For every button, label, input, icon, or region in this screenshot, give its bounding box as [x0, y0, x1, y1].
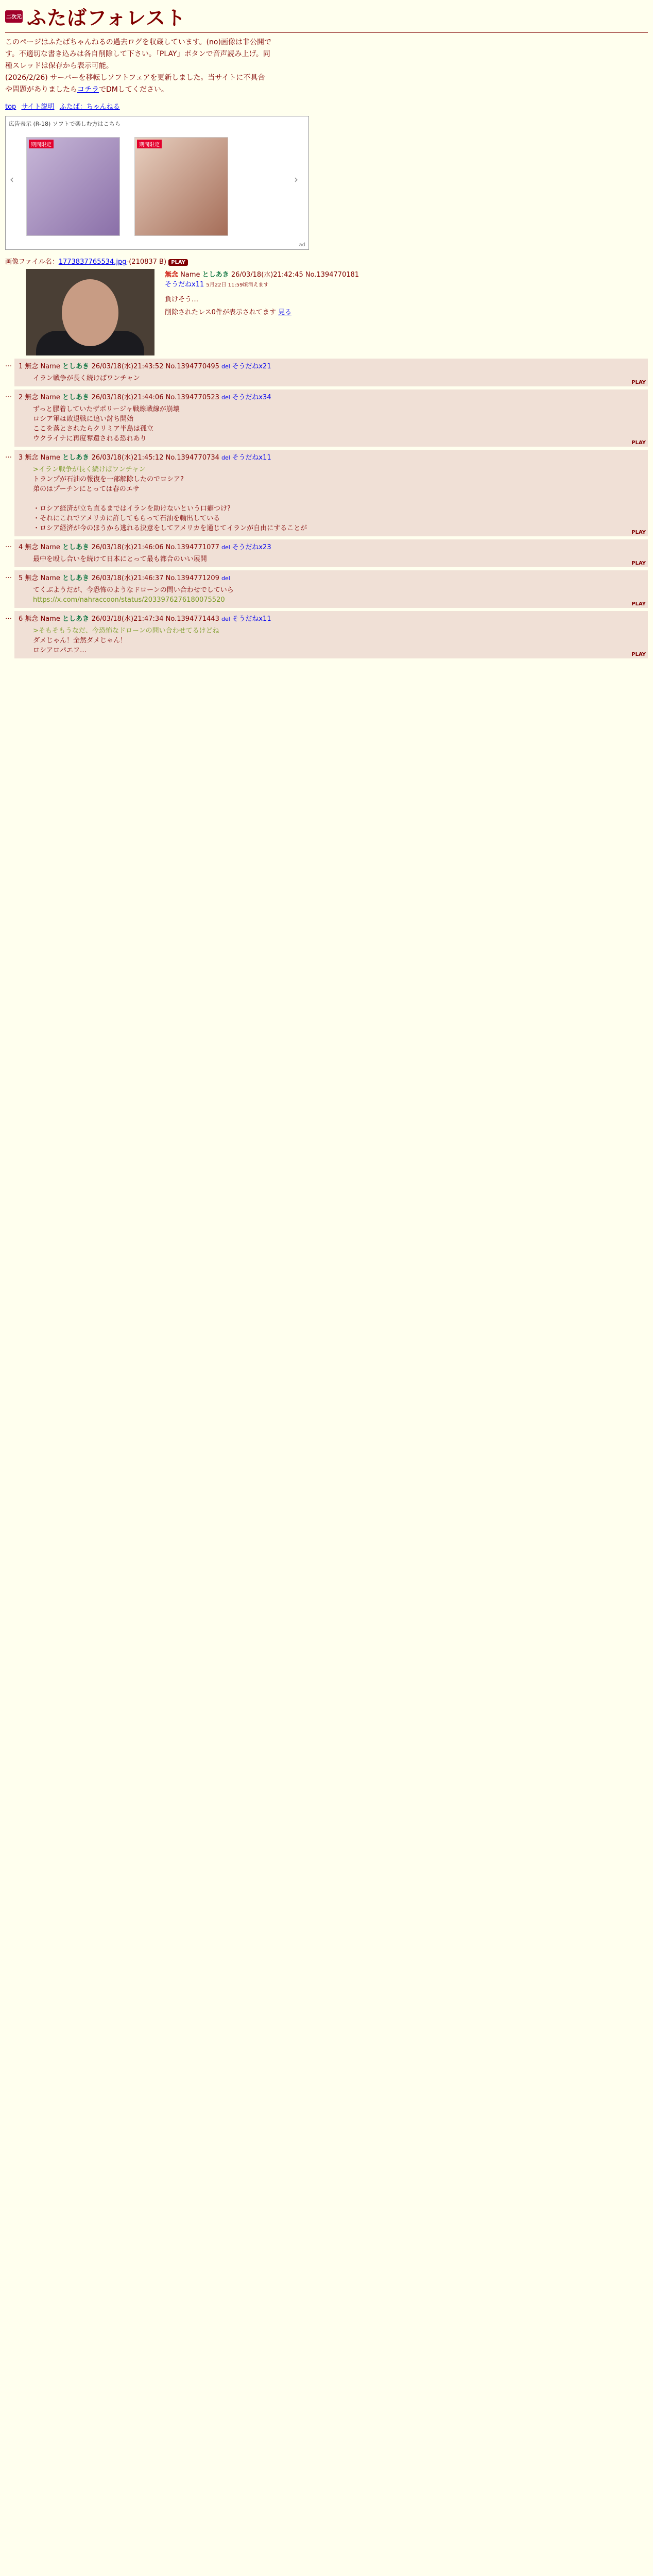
reply-number: 1 [19, 363, 25, 370]
reply-line: ・ロシア経済が今のほうから逃れる決意をしてアメリカを通じてイランが自由にすることが [33, 524, 307, 532]
reply-header [19, 572, 644, 582]
site-header [5, 2, 648, 30]
reply-body [33, 626, 644, 655]
reply-meta: 26/03/18(水)21:43:52 No.1394770495 [91, 363, 222, 370]
reply-body [33, 585, 644, 605]
reply-number: 6 [19, 615, 25, 623]
reply-name: としあき [62, 363, 92, 370]
reply-meta: 26/03/18(水)21:46:06 No.1394771077 [91, 544, 222, 551]
site-nav [5, 101, 648, 111]
ad-banner[interactable] [5, 116, 309, 250]
reply-body [33, 374, 644, 383]
notice-line: や問題がありましたらコチラでDMしてください。 [5, 86, 168, 94]
notice-line: す。不適切な書き込みは各自削除して下さい。「PLAY」ボタンで音声読み上げ。同 [5, 50, 270, 58]
op-post [5, 266, 648, 359]
reply-number: 2 [19, 394, 25, 401]
reply-meta: 26/03/18(水)21:46:37 No.1394771209 [91, 574, 222, 582]
reply-body [33, 404, 644, 444]
reply-gutter: … [5, 572, 12, 580]
nav-about-link[interactable]: サイト説明 [21, 103, 55, 111]
reply-gutter: … [5, 541, 12, 549]
reply-post [14, 389, 648, 447]
reply-name-label: 無念 Name [25, 615, 63, 623]
reply-name-label: 無念 Name [25, 544, 63, 551]
reply-line: トランプが石油の報復を一部解除したのでロシア? [33, 476, 184, 483]
reply-post [14, 450, 648, 536]
reply-number: 3 [19, 454, 25, 462]
reply-name-label: 無念 Name [25, 454, 63, 462]
ad-image[interactable] [26, 137, 120, 236]
ad-prev-icon[interactable]: ‹ [10, 173, 14, 185]
reply-meta: 26/03/18(水)21:47:34 No.1394771443 [91, 615, 222, 623]
nav-top-link[interactable]: top [5, 103, 16, 111]
contact-link[interactable]: コチラ [77, 86, 99, 94]
reply-line: 弟のはプーチンにとっては春のエサ [33, 485, 140, 493]
reply-header [19, 361, 644, 370]
reply-post [14, 359, 648, 386]
reply-meta: 26/03/18(水)21:44:06 No.1394770523 [91, 394, 222, 401]
reply-name-label: 無念 Name [25, 574, 63, 582]
reply-name: としあき [62, 574, 92, 582]
reply-body [33, 554, 644, 564]
reply-row [5, 611, 648, 658]
reply-line: ウクライナに再度奪還される恐れあり [33, 435, 147, 443]
reply-name: としあき [62, 454, 92, 462]
ad-tag: 期間限定 [29, 140, 54, 148]
op-thumbnail[interactable] [26, 269, 154, 355]
reply-name: としあき [62, 394, 92, 401]
reply-header [19, 541, 644, 551]
site-title[interactable]: ふたばフォレスト [27, 7, 186, 29]
ad-next-icon[interactable]: › [294, 173, 298, 185]
reply-sod-button[interactable]: そうだねx23 [232, 544, 271, 551]
op-play-button[interactable]: PLAY [168, 259, 188, 266]
reply-gutter: … [5, 361, 12, 368]
reply-play-button[interactable]: PLAY [631, 652, 646, 657]
reply-gutter: … [5, 613, 12, 621]
reply-line: 最中を殴し合いを続けて日本にとって最も都合のいい展開 [33, 555, 207, 563]
reply-quote-line: https://x.com/nahraccoon/status/2033976276180075520 [33, 596, 225, 604]
op-file-link[interactable]: 1773837765534.jpg [58, 258, 127, 266]
reply-line: ずっと膠着していたザポリージャ戦線戦線が崩壊 [33, 405, 180, 413]
ad-caption: 広告表示 (R-18) ソフトで楽しむ方はこちら [9, 121, 121, 127]
reply-quote-line: >イラン戦争が長く続けばワンチャン [33, 466, 146, 473]
op-sod[interactable]: そうだねx11 [165, 281, 204, 289]
reply-post [14, 539, 648, 567]
reply-del-button[interactable]: del [221, 616, 232, 622]
reply-sod-button[interactable]: そうだねx34 [232, 394, 271, 401]
reply-line: ロシアロパエフ… [33, 647, 87, 654]
site-logo-icon[interactable]: 二次元 [5, 10, 23, 23]
reply-number: 4 [19, 544, 25, 551]
op-file-line: 画像ファイル名：1773837765534.jpg-(210837 B) PLAY [5, 256, 648, 266]
reply-del-button[interactable]: del [221, 394, 232, 401]
op-thumb-face [62, 279, 118, 346]
reply-name-label: 無念 Name [25, 363, 63, 370]
reply-play-button[interactable]: PLAY [631, 440, 646, 446]
reply-play-button[interactable]: PLAY [631, 530, 646, 535]
reply-line: イラン戦争が長く続けばワンチャン [33, 375, 140, 382]
reply-name-label: 無念 Name [25, 394, 63, 401]
op-header: 無念 Name としあき 26/03/18(水)21:42:45 No.1394770181 [165, 271, 359, 279]
page [0, 0, 653, 664]
reply-line [33, 494, 644, 504]
reply-body [33, 465, 644, 533]
reply-post [14, 611, 648, 658]
reply-row [5, 389, 648, 447]
reply-line: ・それにこれでアメリカに許してもらって石油を輸出している [33, 515, 220, 522]
reply-line: ここを落とされたらクリミア半島は孤立 [33, 425, 154, 433]
reply-header [19, 452, 644, 462]
reply-number: 5 [19, 574, 25, 582]
notice-line: このページはふたばちゃんねるの過去ログを収蔵しています。(no)画像は非公開で [5, 38, 271, 46]
reply-del-button[interactable]: del [221, 454, 232, 461]
op-note: 削除されたレス0件が表示されてます 見る [165, 309, 292, 316]
op-name: としあき [202, 271, 229, 279]
reply-header [19, 613, 644, 623]
nav-futaba-link[interactable]: ふたば：ちゃんねる [59, 103, 120, 111]
reply-del-button[interactable]: del [221, 544, 232, 551]
reply-row [5, 539, 648, 567]
site-notice [5, 37, 648, 95]
reply-del-button[interactable]: del [221, 575, 230, 582]
reply-sod-button[interactable]: そうだねx11 [232, 615, 271, 623]
reply-list [5, 359, 648, 658]
reply-play-button[interactable]: PLAY [631, 561, 646, 566]
notice-line: 種スレッドは保存から表示可能。 [5, 62, 113, 70]
ad-image[interactable] [134, 137, 228, 236]
reply-play-button[interactable]: PLAY [631, 380, 646, 385]
op-expiry: 5月22日 11:59頃消えます [206, 282, 269, 288]
reply-gutter: … [5, 392, 12, 399]
notice-line: (2026/2/26) サーバーを移転しソフトフェアを更新しました。当サイトに不具合 [5, 74, 265, 82]
reply-row [5, 570, 648, 608]
reply-line: てくぶようだが、今恐怖のようなドローンの問い合わせでしていら [33, 586, 234, 594]
op-text: 負けそう… [165, 296, 199, 303]
ad-foot: ad [299, 242, 305, 248]
op-note-link[interactable]: 見る [278, 309, 292, 316]
reply-sod-button[interactable]: そうだねx21 [232, 363, 271, 370]
reply-line: ダメじゃん！全然ダメじゃん！ [33, 637, 127, 645]
reply-header [19, 392, 644, 401]
reply-quote-line: >そもそもうなだ、今恐怖なドローンの問い合わせてるけどね [33, 627, 219, 635]
reply-line: ロシア軍は敗退戦に追い討ち開始 [33, 415, 134, 423]
reply-play-button[interactable]: PLAY [631, 601, 646, 607]
reply-line: ・ロシア経済が立ち直るまではイランを助けないという口癖つけ? [33, 505, 231, 513]
op-meta: 26/03/18(水)21:42:45 No.1394770181 [231, 271, 359, 279]
header-divider [5, 32, 648, 33]
reply-name: としあき [62, 544, 92, 551]
reply-del-button[interactable]: del [221, 363, 232, 370]
ad-tag: 期間限定 [137, 140, 162, 148]
reply-sod-button[interactable]: そうだねx11 [232, 454, 271, 462]
reply-meta: 26/03/18(水)21:45:12 No.1394770734 [91, 454, 222, 462]
reply-row [5, 359, 648, 386]
reply-name: としあき [62, 615, 92, 623]
op-subject: 無念 [165, 271, 179, 279]
reply-gutter: … [5, 452, 12, 460]
reply-post [14, 570, 648, 608]
reply-row [5, 450, 648, 536]
